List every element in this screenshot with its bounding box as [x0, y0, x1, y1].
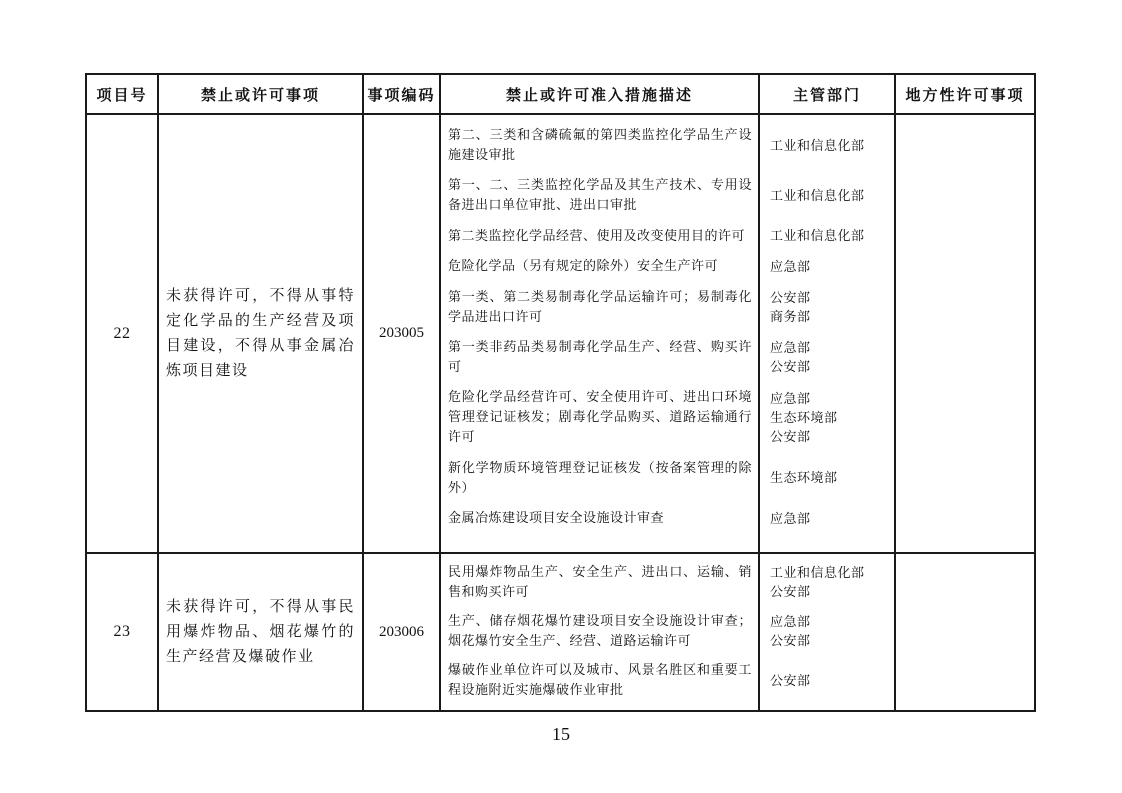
measure-departments — [758, 136, 894, 155]
measure-item — [441, 226, 894, 246]
measure-item — [441, 508, 894, 528]
department: 公安部 — [770, 358, 811, 374]
measure-departments — [758, 468, 894, 487]
department: 公安部 — [770, 584, 811, 599]
measure-description: 危险化学品（另有规定的除外）安全生产许可 — [448, 258, 719, 274]
row-23-project-number: 23 — [87, 554, 157, 710]
measure-item — [441, 562, 894, 602]
row-22-item-cell — [159, 115, 362, 552]
measure-description: 第二、三类和含磷硫氟的第四类监控化学品生产设施建设审批 — [448, 127, 752, 162]
measure-item — [441, 611, 894, 651]
department: 应急部 — [770, 339, 811, 355]
measure-description: 第二类监控化学品经营、使用及改变使用目的许可 — [448, 227, 746, 243]
measure-departments — [758, 389, 894, 446]
measure-departments — [758, 226, 894, 245]
measure-departments — [758, 257, 894, 276]
measure-departments — [758, 186, 894, 205]
department: 工业和信息化部 — [770, 187, 865, 203]
measure-departments — [758, 338, 894, 376]
measure-description: 第一类非药品类易制毒化学品生产、经营、购买许可 — [448, 338, 752, 374]
department: 工业和信息化部 — [770, 228, 865, 244]
page-number: 15 — [552, 724, 570, 744]
header-measure-description: 禁止或许可准入措施描述 — [441, 75, 758, 113]
measure-description: 民用爆炸物品生产、安全生产、进出口、运输、销售和购买许可 — [448, 564, 752, 599]
row-23-item-cell — [159, 554, 362, 710]
measure-departments — [758, 671, 894, 690]
row-22-local-licensing-cell — [896, 115, 1034, 552]
measure-item — [441, 458, 894, 498]
measure-description: 金属冶炼建设项目安全设施设计审查 — [448, 510, 665, 525]
department: 应急部 — [770, 510, 811, 526]
department: 应急部 — [770, 390, 811, 406]
measure-description: 爆破作业单位许可以及城市、风景名胜区和重要工程设施附近实施爆破作业审批 — [448, 662, 752, 697]
header-local-licensing-item: 地方性许可事项 — [896, 75, 1034, 113]
measure-item — [441, 125, 894, 165]
row-22-measures — [441, 115, 894, 552]
measure-item — [441, 287, 894, 327]
measure-departments — [758, 563, 894, 601]
measure-departments — [758, 612, 894, 650]
measure-description: 危险化学品经营许可、安全使用许可、进出口环境管理登记证核发；剧毒化学品购买、道路运输通行许可 — [448, 389, 752, 445]
measure-departments — [758, 288, 894, 326]
row-22-item-code: 203005 — [364, 115, 439, 552]
row-23-item-code: 203006 — [364, 554, 439, 710]
department: 公安部 — [770, 672, 811, 688]
row-23-item-text: 未获得许可，不得从事民用爆炸物品、烟花爆竹的生产经营及爆破作业 — [166, 598, 355, 665]
measure-departments — [758, 509, 894, 528]
negative-list-table — [85, 73, 1036, 712]
row-23-local-licensing-cell — [896, 554, 1034, 710]
department: 生态环境部 — [770, 470, 838, 486]
header-prohibited-or-licensed-item: 禁止或许可事项 — [159, 75, 362, 113]
measure-item — [441, 256, 894, 276]
header-competent-department: 主管部门 — [760, 75, 894, 113]
measure-description: 新化学物质环境管理登记证核发（按备案管理的除外） — [448, 459, 752, 495]
measure-item — [441, 387, 894, 447]
measure-description: 第一类、第二类易制毒化学品运输许可；易制毒化学品进出口许可 — [448, 288, 752, 324]
department: 公安部 — [770, 289, 811, 305]
department: 应急部 — [770, 614, 811, 629]
department: 应急部 — [770, 258, 811, 274]
row-22-project-number: 22 — [87, 115, 157, 552]
measure-item — [441, 660, 894, 700]
measure-item — [441, 337, 894, 377]
measure-item — [441, 175, 894, 215]
department: 工业和信息化部 — [770, 137, 865, 153]
department: 生态环境部 — [770, 409, 838, 425]
row-22-item-text: 未获得许可，不得从事特定化学品的生产经营及项目建设，不得从事金属冶炼项目建设 — [166, 287, 355, 379]
department: 公安部 — [770, 428, 811, 444]
measure-description: 生产、储存烟花爆竹建设项目安全设施设计审查；烟花爆竹安全生产、经营、道路运输许可 — [448, 613, 752, 648]
header-project-number: 项目号 — [87, 75, 157, 113]
measure-description: 第一、二、三类监控化学品及其生产技术、专用设备进出口单位审批、进出口审批 — [448, 177, 752, 213]
header-item-code: 事项编码 — [364, 75, 439, 113]
department: 公安部 — [770, 633, 811, 648]
row-23-measures — [441, 554, 894, 710]
department: 商务部 — [770, 308, 811, 324]
department: 工业和信息化部 — [770, 565, 865, 580]
